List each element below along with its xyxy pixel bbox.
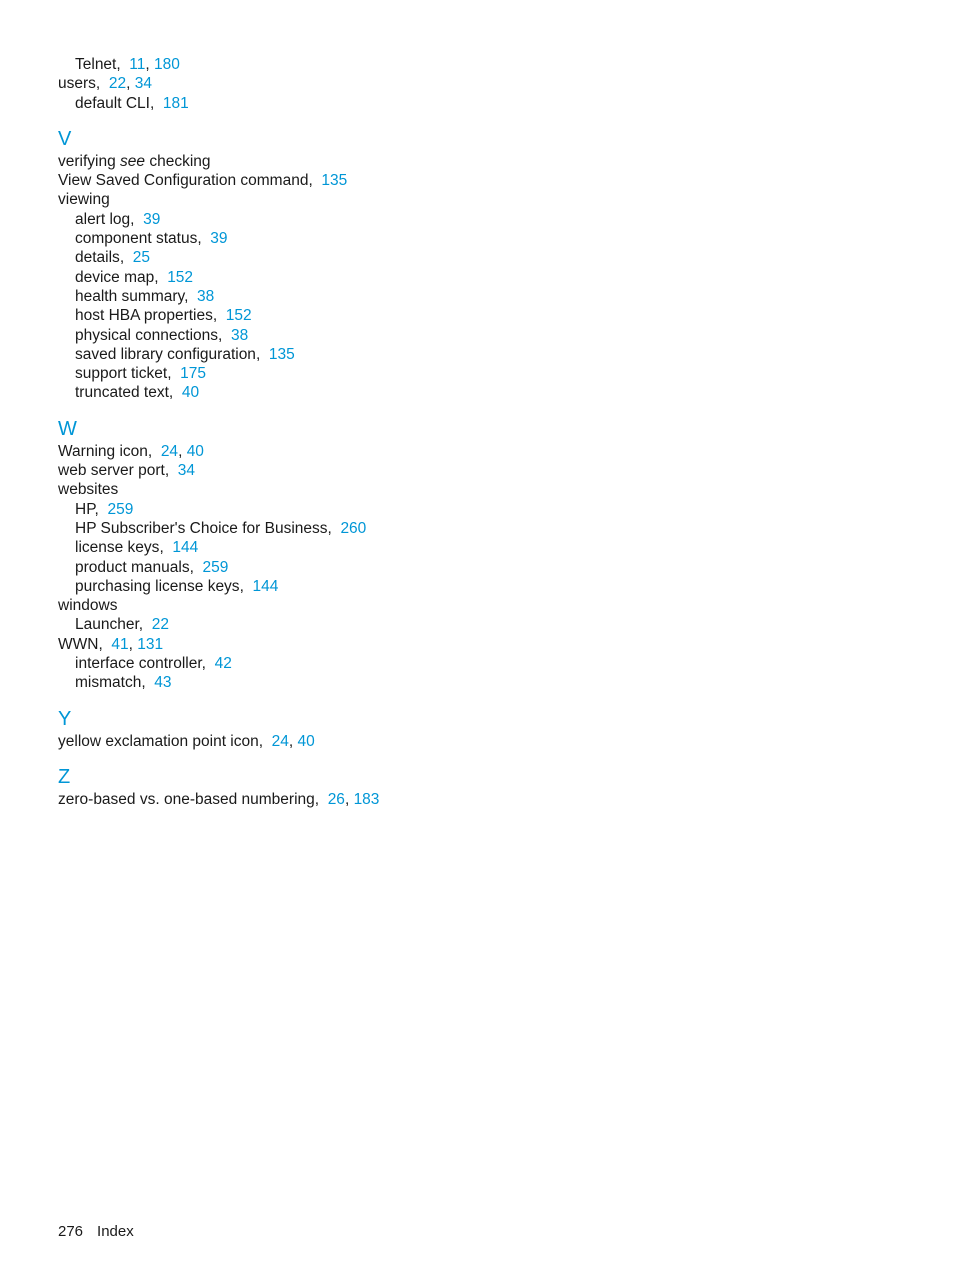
- index-entry: WWN, 41, 131: [58, 635, 164, 653]
- index-subentry: saved library configuration, 135: [75, 345, 295, 363]
- index-term: View Saved Configuration command: [58, 172, 309, 190]
- index-term: physical connections: [75, 326, 219, 344]
- index-term: windows: [58, 597, 118, 615]
- index-term: device map: [75, 268, 155, 286]
- index-term: health summary: [75, 287, 185, 305]
- page-link[interactable]: 26: [327, 790, 345, 808]
- index-term: details: [75, 249, 120, 267]
- index-list: [58, 55, 878, 809]
- index-subentry: alert log, 39: [75, 210, 161, 228]
- page-link[interactable]: 34: [134, 75, 152, 93]
- index-subentry: host HBA properties, 152: [75, 307, 252, 325]
- index-entry: [58, 190, 878, 209]
- index-entry: web server port, 34: [58, 462, 195, 480]
- page-link[interactable]: 22: [151, 616, 169, 634]
- index-letter-heading: W: [58, 417, 77, 440]
- index-term: component status: [75, 230, 198, 248]
- index-subentry: truncated text, 40: [75, 384, 200, 402]
- index-term: web server port: [58, 462, 165, 480]
- page-link[interactable]: 144: [172, 539, 199, 557]
- index-entry: yellow exclamation point icon, 24, 40: [58, 732, 315, 750]
- index-term: HP: [75, 500, 95, 518]
- index-term: default CLI: [75, 94, 150, 112]
- index-entry: [58, 152, 878, 171]
- index-term: support ticket: [75, 365, 168, 383]
- index-term: purchasing license keys: [75, 577, 240, 595]
- index-term: Telnet: [75, 56, 117, 73]
- index-subentry: purchasing license keys, 144: [75, 577, 279, 595]
- page-link[interactable]: 259: [202, 558, 229, 576]
- index-term: WWN: [58, 635, 99, 653]
- page-link[interactable]: 38: [230, 326, 249, 344]
- index-subentry: Telnet, 11, 180: [75, 56, 180, 73]
- index-entry: Warning icon, 24, 40: [58, 442, 204, 460]
- index-term: saved library configuration: [75, 345, 256, 363]
- page-link[interactable]: 24: [160, 442, 179, 460]
- page-link[interactable]: 22: [108, 75, 127, 93]
- footer-section-title: Index: [97, 1223, 134, 1240]
- page-link[interactable]: 39: [210, 230, 228, 248]
- index-term: Launcher: [75, 616, 139, 634]
- page-link[interactable]: 259: [107, 500, 134, 518]
- page-link[interactable]: 260: [340, 519, 367, 537]
- index-term: license keys: [75, 539, 160, 557]
- page-link[interactable]: 39: [143, 210, 161, 228]
- page-link[interactable]: 25: [132, 249, 150, 267]
- index-term: product manuals: [75, 558, 190, 576]
- index-term: truncated text: [75, 384, 169, 402]
- index-term: zero-based vs. one-based numbering: [58, 790, 315, 808]
- page-footer: [58, 1222, 134, 1242]
- page-link[interactable]: 38: [197, 287, 215, 305]
- index-subentry: health summary, 38: [75, 287, 215, 305]
- index-subentry: mismatch, 43: [75, 674, 172, 692]
- index-subentry: HP Subscriber's Choice for Business, 260: [75, 519, 367, 537]
- index-subentry: details, 25: [75, 249, 150, 267]
- index-term: host HBA properties: [75, 307, 213, 325]
- index-subentry: Launcher, 22: [75, 616, 169, 634]
- index-term: Warning icon: [58, 442, 148, 460]
- page-link[interactable]: 11: [129, 56, 146, 73]
- page-link[interactable]: 135: [321, 172, 348, 190]
- index-subentry: interface controller, 42: [75, 655, 232, 673]
- index-term: HP Subscriber's Choice for Business: [75, 519, 328, 537]
- page-link[interactable]: 40: [181, 384, 200, 402]
- page-link[interactable]: 34: [177, 462, 195, 480]
- page-link[interactable]: 152: [225, 307, 252, 325]
- index-letter-heading: Y: [58, 707, 72, 730]
- see-reference-target: checking: [149, 152, 211, 170]
- see-reference-label: see: [120, 152, 146, 170]
- page-link[interactable]: 181: [162, 94, 189, 112]
- index-subentry: license keys, 144: [75, 539, 199, 557]
- page-link[interactable]: 144: [252, 577, 279, 595]
- index-subentry: device map, 152: [75, 268, 194, 286]
- page-link[interactable]: 180: [154, 56, 180, 73]
- index-letter-heading: V: [58, 127, 72, 150]
- index-term: verifying: [58, 152, 116, 170]
- page-number: 276: [58, 1223, 84, 1240]
- page-link[interactable]: 40: [186, 442, 204, 460]
- index-entry: View Saved Configuration command, 135: [58, 172, 348, 190]
- page-link[interactable]: 42: [214, 655, 232, 673]
- index-term: alert log: [75, 210, 131, 228]
- index-term: users: [58, 75, 96, 93]
- index-subentry: support ticket, 175: [75, 365, 206, 383]
- index-subentry: component status, 39: [75, 230, 228, 248]
- index-term: interface controller: [75, 655, 202, 673]
- index-entry: [58, 596, 878, 615]
- page-link[interactable]: 43: [154, 674, 172, 692]
- page-link[interactable]: 41: [111, 635, 129, 653]
- page-link[interactable]: 40: [297, 732, 315, 750]
- index-subentry: default CLI, 181: [75, 94, 189, 112]
- index-term: websites: [58, 481, 119, 499]
- page-link[interactable]: 175: [180, 365, 206, 383]
- page-link[interactable]: 135: [268, 345, 295, 363]
- index-entry: users, 22, 34: [58, 75, 152, 93]
- page-link[interactable]: 131: [137, 635, 164, 653]
- page-link[interactable]: 183: [353, 790, 380, 808]
- page-link[interactable]: 152: [167, 268, 194, 286]
- index-term: yellow exclamation point icon: [58, 732, 259, 750]
- index-term: viewing: [58, 191, 110, 209]
- index-letter-heading: Z: [58, 765, 71, 788]
- index-entry: zero-based vs. one-based numbering, 26, 183: [58, 790, 380, 808]
- index-subentry: HP, 259: [75, 500, 134, 518]
- index-entry: [58, 480, 878, 499]
- index-subentry: product manuals, 259: [75, 558, 229, 576]
- page-link[interactable]: 24: [271, 732, 289, 750]
- index-subentry: physical connections, 38: [75, 326, 249, 344]
- index-term: mismatch: [75, 674, 142, 692]
